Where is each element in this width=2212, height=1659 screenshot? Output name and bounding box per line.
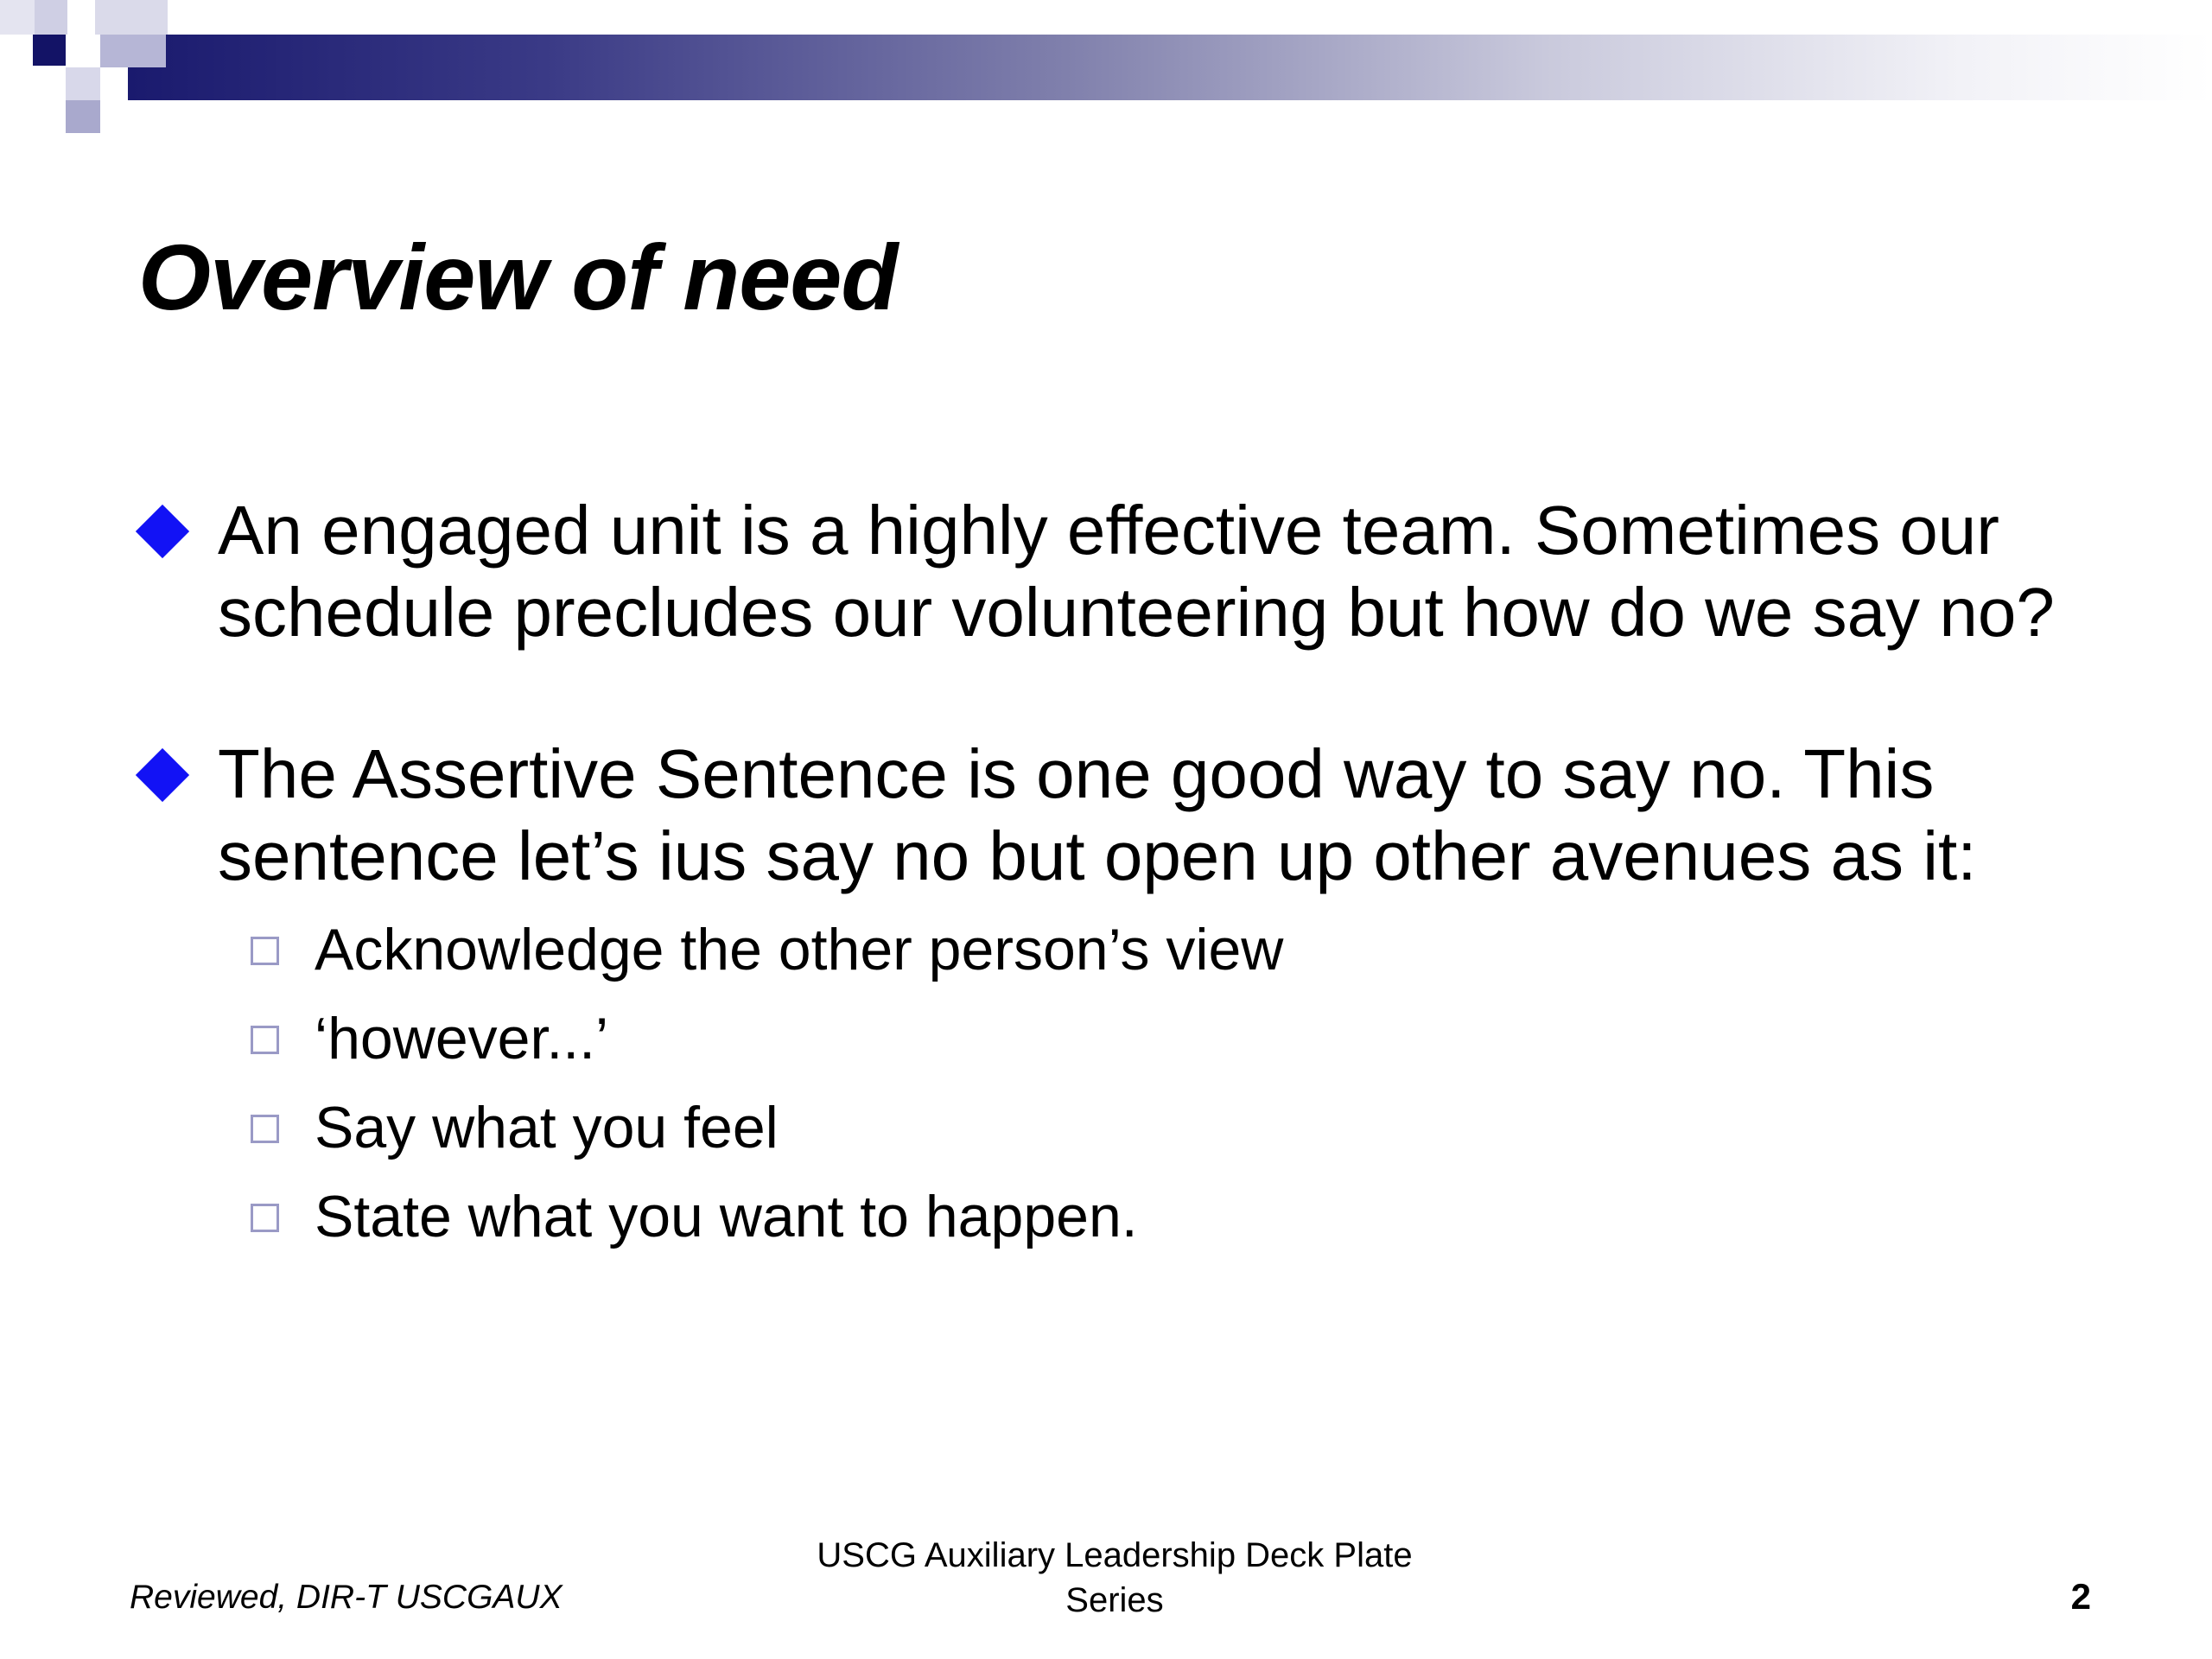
sub-bullet-item [137,995,2124,1084]
square-bullet-icon [251,1204,279,1232]
bullet-item [137,489,2124,653]
decorative-square [33,35,66,66]
decorative-square [66,100,100,133]
sub-bullet-item [137,1084,2124,1173]
bullet-text: An engaged unit is a highly effective team. Sometimes our schedule precludes our volunteering but how do we say no? [218,492,2055,651]
decorative-square [100,35,166,67]
slide-title: Overview of need [138,225,898,329]
square-bullet-icon [251,937,279,965]
sub-bullet-item [137,906,2124,995]
decorative-square [95,0,168,35]
footer-series-line: USCG Auxiliary Leadership Deck Plate [817,1536,1413,1574]
page-number: 2 [2070,1576,2091,1617]
bullet-text: The Assertive Sentence is one good way to say no. This sentence let’s ius say no but open up other avenues as it: [218,735,1977,894]
sub-bullet-text: Acknowledge the other person’s view [315,917,1284,982]
slide-body [137,489,2124,1262]
sub-bullet-text: State what you want to happen. [315,1184,1138,1249]
square-bullet-icon [251,1115,279,1143]
sub-bullet-text: ‘however...’ [315,1006,609,1071]
bullet-item [137,733,2124,1262]
footer-series-line: Series [1065,1581,1164,1619]
square-bullet-icon [251,1026,279,1054]
sub-bullet-item [137,1173,2124,1262]
footer-reviewed-text: Reviewed, DIR-T USCGAUX [130,1579,563,1616]
header-gradient-bar [128,35,2212,100]
diamond-bullet-icon [136,748,189,802]
decorative-square [0,0,35,35]
sub-bullet-list [218,906,2124,1262]
decorative-square [35,0,67,35]
sub-bullet-text: Say what you feel [315,1095,779,1160]
diamond-bullet-icon [136,505,189,558]
decorative-square [66,67,100,102]
footer-series-title [760,1533,1469,1623]
